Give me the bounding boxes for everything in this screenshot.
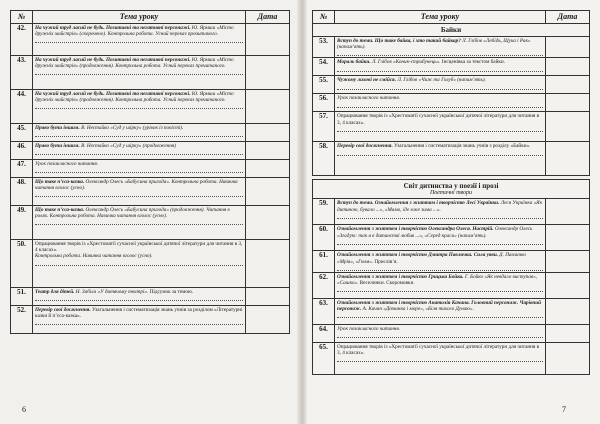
dotted-line bbox=[35, 320, 243, 325]
header-date: Дата bbox=[546, 11, 590, 24]
lesson-number: 59. bbox=[313, 199, 335, 225]
dotted-line bbox=[35, 150, 243, 155]
dotted-line bbox=[337, 151, 543, 156]
table-row bbox=[313, 251, 590, 272]
lesson-topic-text: Урок позакласного читання. bbox=[337, 95, 401, 102]
dotted-line bbox=[35, 220, 243, 225]
lesson-number: 61. bbox=[313, 251, 335, 272]
lesson-number: 44. bbox=[11, 90, 33, 124]
table-row bbox=[313, 225, 590, 251]
lesson-topic-text: Контрольна робота. Навичка читання вголос (усно). bbox=[35, 253, 153, 260]
lesson-number: 43. bbox=[11, 56, 33, 90]
lesson-topic-text: Ознайомлення з життям і творчістю Анатолія Качана. Головний персонаж. Чарівний персонаж. А. Качан «Дівчинка і море», «Біля тихого Дунаю». bbox=[337, 299, 542, 313]
dotted-line bbox=[337, 240, 543, 245]
section-title-childhood bbox=[313, 180, 590, 199]
lesson-topic bbox=[335, 37, 546, 58]
lesson-topic-text: Опрацювання творів із «Хрестоматії сучасної української дитячої літератури для читання в 3, 4 класах». bbox=[337, 343, 540, 357]
dotted-line bbox=[337, 287, 543, 292]
lesson-number: 65. bbox=[313, 342, 335, 374]
lesson-date-cell[interactable] bbox=[546, 37, 590, 58]
table-row bbox=[313, 58, 590, 76]
table-row bbox=[11, 90, 290, 124]
right-page bbox=[302, 0, 600, 424]
lesson-topic bbox=[33, 90, 246, 124]
lesson-number: 42. bbox=[11, 24, 33, 56]
book-gutter bbox=[297, 0, 307, 424]
lesson-topic bbox=[335, 94, 546, 112]
dotted-line bbox=[35, 261, 243, 266]
dotted-line bbox=[35, 168, 243, 173]
lesson-number: 52. bbox=[11, 306, 33, 334]
lesson-topic-text: На чужий труд ласий не будь. Позитивні та негативні персонажі. Ю. Ярмиш «Місто дружніх майстрів» (продовження). Контрольна робота. Усний переказ прочитаного. bbox=[35, 91, 234, 104]
lesson-date-cell[interactable] bbox=[546, 142, 590, 176]
table-row bbox=[11, 288, 290, 306]
dotted-line bbox=[337, 266, 543, 271]
lesson-date-cell[interactable] bbox=[246, 142, 290, 160]
table-row bbox=[313, 37, 590, 58]
lesson-number: 45. bbox=[11, 124, 33, 142]
lesson-date-cell[interactable] bbox=[546, 58, 590, 76]
lesson-number: 63. bbox=[313, 298, 335, 324]
lesson-topic bbox=[33, 142, 246, 160]
lesson-topic-text: Мораль байки. Л. Глібов «Коник-стрибунець». Інсценівка за текстом байки. bbox=[337, 59, 505, 66]
lesson-topic bbox=[33, 240, 246, 288]
lesson-topic bbox=[33, 124, 246, 142]
table-row bbox=[313, 94, 590, 112]
lesson-topic bbox=[33, 306, 246, 334]
section-row-fables bbox=[313, 24, 590, 37]
lesson-number: 46. bbox=[11, 142, 33, 160]
lesson-topic-text: Право бути іншим. В. Нестайко «Суд у шірку» (урівок із повісті). bbox=[35, 125, 184, 131]
header-topic: Тема уроку bbox=[33, 11, 246, 24]
table-row bbox=[11, 240, 290, 288]
lesson-number: 47. bbox=[11, 160, 33, 178]
lesson-topic-text: Вступ до теми. Що таке байка, і хто такий байкар? Л. Глібов «Лебідь, Щука і Рак» (напам’ять). bbox=[337, 38, 531, 51]
right-table-body-2 bbox=[313, 176, 590, 199]
dotted-line bbox=[337, 214, 543, 219]
lesson-topic bbox=[335, 272, 546, 298]
dotted-line bbox=[35, 132, 243, 137]
lesson-topic-text: Що таке п’єса-казка. Олександр Олесь «Бабусина пригода». Контрольна робота. Навичка читання вголос (усно). bbox=[35, 179, 238, 192]
lesson-topic-text: Право бути іншим. В. Нестайко «Суд у шірку» (продовження) bbox=[35, 143, 176, 149]
table-row bbox=[11, 178, 290, 206]
lesson-date-cell[interactable] bbox=[546, 94, 590, 112]
lesson-number: 60. bbox=[313, 225, 335, 251]
lesson-number: 48. bbox=[11, 178, 33, 206]
lesson-topic-text: Урок позакласного читання. bbox=[337, 325, 401, 332]
header-num: № bbox=[11, 11, 33, 24]
right-table-body bbox=[313, 24, 590, 176]
table-row bbox=[313, 342, 590, 374]
lesson-date-cell[interactable] bbox=[546, 112, 590, 142]
table-row bbox=[313, 324, 590, 342]
lesson-number: 54. bbox=[313, 58, 335, 76]
page-number-left: 6 bbox=[22, 405, 26, 414]
table-header-row bbox=[11, 11, 290, 24]
lesson-topic bbox=[335, 58, 546, 76]
lesson-topic bbox=[335, 324, 546, 342]
lesson-topic-text: Перевір свої досягнення. Узагальнення і систематизація знань учнів з розділу «Байки». bbox=[337, 143, 531, 150]
lesson-topic bbox=[33, 56, 246, 90]
lesson-table-left bbox=[10, 10, 290, 334]
dotted-line bbox=[337, 51, 543, 56]
lesson-topic-text: Театр для дітей. Н. Забіла «У дитячому театрі». Підсумок за темою. bbox=[35, 289, 194, 295]
lesson-topic-text: На чужий труд ласий не будь. Позитивні та негативні персонажі. Ю. Ярмиш «Місто дружніх майстрів» (продовження). Контрольна робота. Усний переказ прочитаного. bbox=[35, 57, 234, 70]
lesson-table-right bbox=[312, 10, 590, 375]
dotted-line bbox=[337, 67, 543, 72]
table-row bbox=[11, 142, 290, 160]
header-topic: Тема уроку bbox=[335, 11, 546, 24]
section-childhood-title: Світ дитинства у поезії і прозі bbox=[403, 182, 499, 191]
lesson-topic bbox=[33, 178, 246, 206]
table-row bbox=[11, 206, 290, 240]
section-title-fables: Байки bbox=[313, 24, 590, 37]
lesson-date-cell[interactable] bbox=[246, 206, 290, 240]
lesson-topic-text: Урок позакласного читання. bbox=[35, 161, 99, 167]
dotted-line bbox=[337, 85, 543, 90]
lesson-number: 64. bbox=[313, 324, 335, 342]
lesson-date-cell[interactable] bbox=[546, 251, 590, 272]
dotted-line bbox=[35, 38, 243, 43]
lesson-topic bbox=[335, 225, 546, 251]
lesson-topic bbox=[33, 160, 246, 178]
table-row bbox=[313, 76, 590, 94]
lesson-topic bbox=[335, 142, 546, 176]
table-row bbox=[11, 160, 290, 178]
lesson-number: 55. bbox=[313, 76, 335, 94]
lesson-number: 50. bbox=[11, 240, 33, 288]
lesson-date-cell[interactable] bbox=[546, 324, 590, 342]
table-row bbox=[11, 56, 290, 90]
lesson-number: 57. bbox=[313, 112, 335, 142]
right-table-body-3 bbox=[313, 199, 590, 374]
dotted-line bbox=[35, 104, 243, 109]
table-row bbox=[313, 272, 590, 298]
lesson-number: 51. bbox=[11, 288, 33, 306]
lesson-date-cell[interactable] bbox=[546, 225, 590, 251]
lesson-topic-text: Вступ до теми. Ознайомлення з життям і творчістю Лесі Українки. Леся Українка «Як дитиною, бувало ...», «Мамо, іде вже зима ...». bbox=[337, 200, 543, 213]
lesson-topic bbox=[33, 24, 246, 56]
lesson-date-cell[interactable] bbox=[546, 272, 590, 298]
lesson-topic bbox=[33, 206, 246, 240]
dotted-line bbox=[337, 103, 543, 108]
lesson-number: 49. bbox=[11, 206, 33, 240]
section-childhood-subtitle: Поетичні твори bbox=[429, 190, 473, 197]
lesson-number: 62. bbox=[313, 272, 335, 298]
dotted-line bbox=[337, 333, 543, 338]
lesson-topic bbox=[335, 342, 546, 374]
lesson-date-cell[interactable] bbox=[246, 178, 290, 206]
lesson-topic-text: Що таке п’єса-казка. Олександр Олесь «Бабусина пригода» (продовження). Читання в ролях. Контрольна робота. Навичка читання вголос (усно). bbox=[35, 207, 230, 220]
table-row bbox=[313, 112, 590, 142]
lesson-topic-text: Чужому лихові не смійся. Л. Глібов «Чиж та Голуб» (напам’ять). bbox=[337, 77, 486, 84]
header-num: № bbox=[313, 11, 335, 24]
lesson-number: 58. bbox=[313, 142, 335, 176]
lesson-topic-text: Ознайомлення з життям і творчістю Грицька Бойка. Г. Бойко «Як невдало виступав», «Сашко». Веселинки. Скоромовки. bbox=[337, 273, 537, 287]
lesson-number: 56. bbox=[313, 94, 335, 112]
lesson-topic-text: Опрацювання творів із «Хрестоматії сучасної української дитячої літератури для читання в 3, 4 класах». bbox=[337, 113, 540, 126]
lesson-topic bbox=[335, 112, 546, 142]
lesson-topic bbox=[335, 199, 546, 225]
lesson-date-cell[interactable] bbox=[246, 160, 290, 178]
lesson-date-cell[interactable] bbox=[246, 240, 290, 288]
lesson-topic-text: Опрацювання творів із «Хрестоматії сучасної української дитячої літератури для читання в 3, 4 класах». bbox=[35, 241, 243, 254]
header-date: Дата bbox=[246, 11, 290, 24]
section-row-childhood bbox=[313, 180, 590, 199]
lesson-topic-text: На чужий труд ласий не будь. Позитивні та негативні персонажі. Ю. Ярмиш «Місто дружніх майстрів» (скорочено). Контрольна робота. Усний переказ прочитаного. bbox=[35, 25, 234, 38]
dotted-line bbox=[35, 192, 243, 197]
lesson-date-cell[interactable] bbox=[546, 298, 590, 324]
lesson-topic bbox=[335, 251, 546, 272]
dotted-line bbox=[337, 313, 543, 318]
table-row bbox=[313, 298, 590, 324]
lesson-topic bbox=[335, 298, 546, 324]
table-row bbox=[313, 142, 590, 176]
dotted-line bbox=[337, 357, 543, 362]
dotted-line bbox=[35, 70, 243, 75]
lesson-date-cell[interactable] bbox=[246, 90, 290, 124]
lesson-date-cell[interactable] bbox=[246, 24, 290, 56]
table-row bbox=[11, 124, 290, 142]
page-number-right: 7 bbox=[562, 405, 566, 414]
lesson-topic-text: Ознайомлення з життям і творчістю Дмитра Павличка. Сила уяви. Д. Павличко «Мрія», «Гном». Прислів’я. bbox=[337, 252, 526, 265]
lesson-number: 53. bbox=[313, 37, 335, 58]
lesson-topic bbox=[335, 76, 546, 94]
lesson-topic-text: Перевір свої досягнення. Узагальнення і систематизація знань учнів за розділом «Літературні казки й п’єса-казка». bbox=[35, 307, 243, 320]
lesson-date-cell[interactable] bbox=[246, 56, 290, 90]
left-table-body bbox=[11, 24, 290, 334]
dotted-line bbox=[35, 296, 243, 301]
lesson-topic-text: Ознайомлення з життям і творчістю Олександра Олеся. Настрій. Олександр Олесь «Згадую: так я в дитинстві любив ...», «Серед краси» (напам’ять). bbox=[337, 226, 533, 239]
table-row bbox=[313, 199, 590, 225]
lesson-topic bbox=[33, 288, 246, 306]
table-row bbox=[11, 24, 290, 56]
table-row bbox=[11, 306, 290, 334]
table-header-row bbox=[313, 11, 590, 24]
dotted-line bbox=[337, 127, 543, 132]
lesson-date-cell[interactable] bbox=[246, 288, 290, 306]
lesson-date-cell[interactable] bbox=[246, 124, 290, 142]
lesson-date-cell[interactable] bbox=[546, 76, 590, 94]
lesson-date-cell[interactable] bbox=[246, 306, 290, 334]
lesson-date-cell[interactable] bbox=[546, 199, 590, 225]
lesson-date-cell[interactable] bbox=[546, 342, 590, 374]
